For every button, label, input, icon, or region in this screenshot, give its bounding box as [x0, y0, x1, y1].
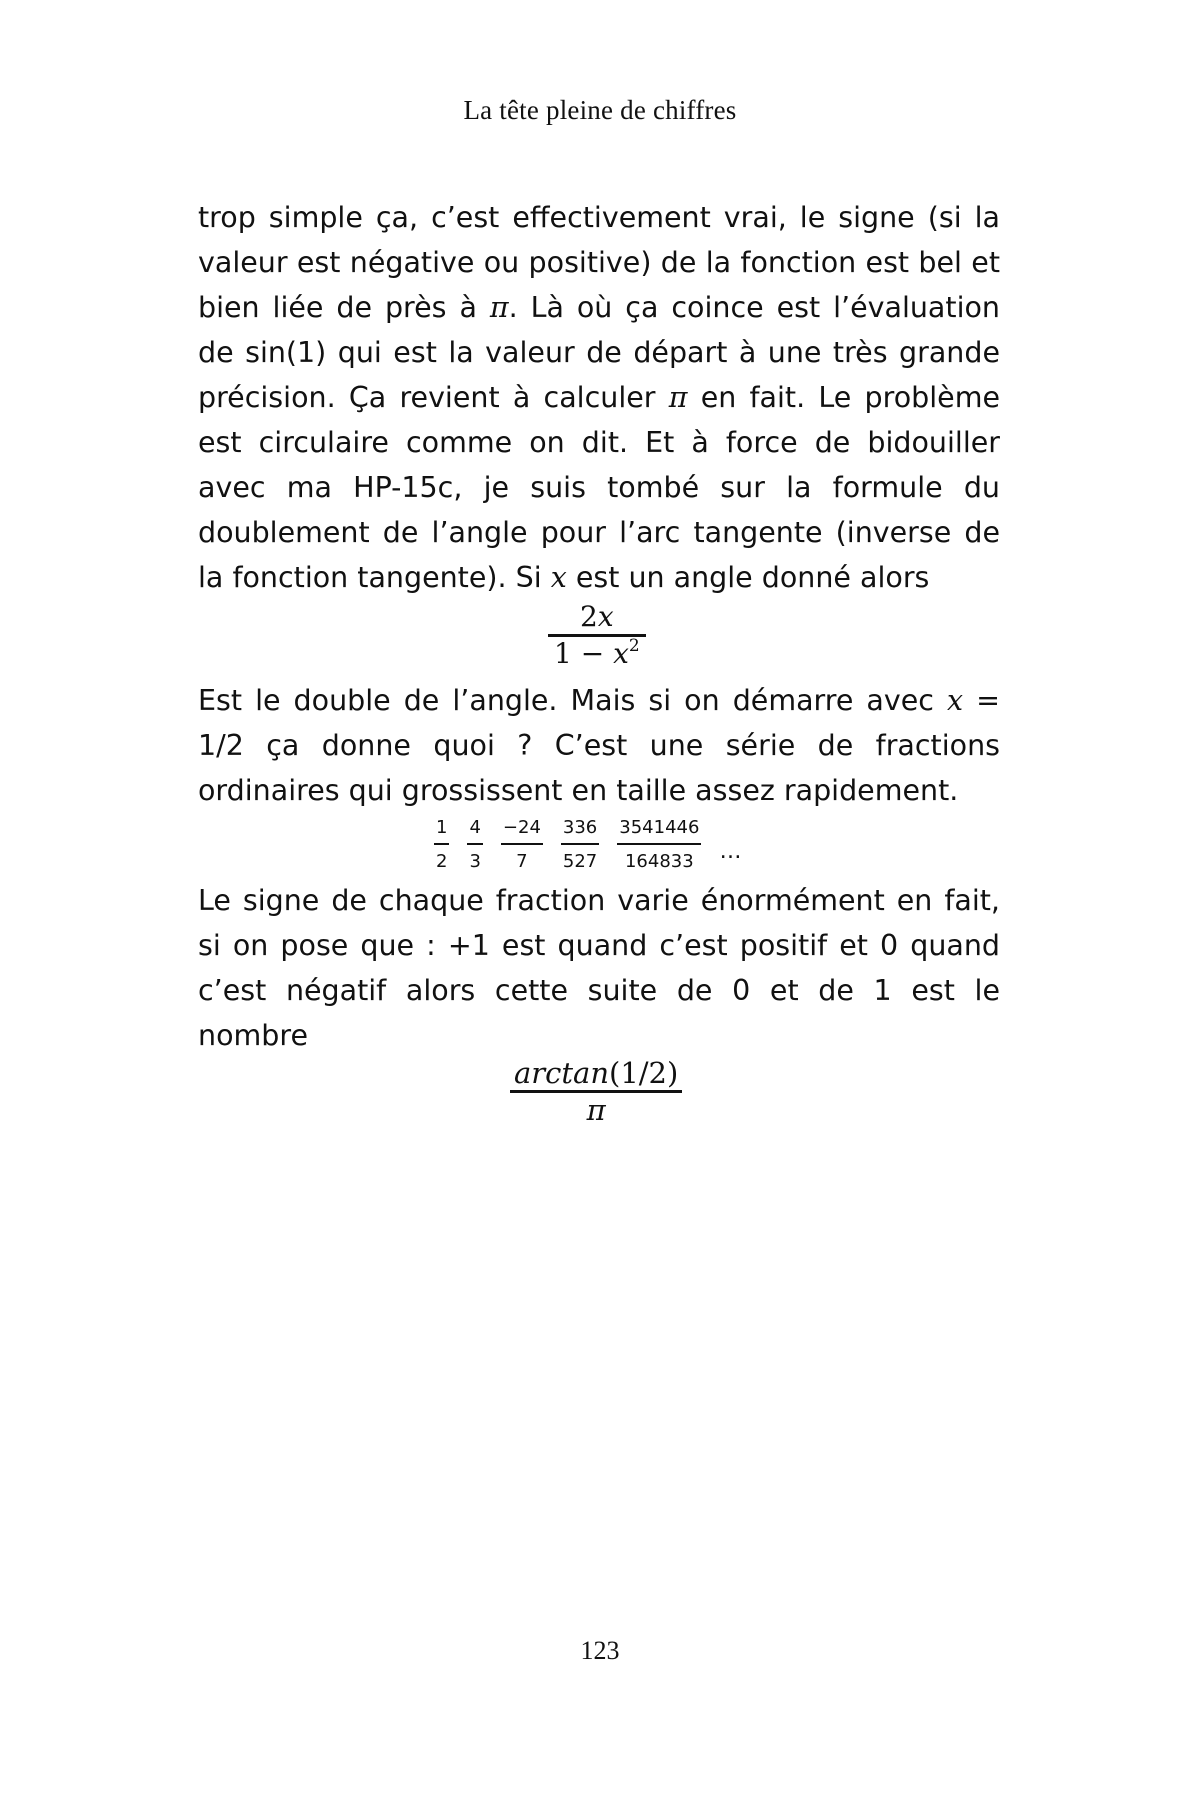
formula-denominator [548, 637, 646, 671]
series-denominator: 164833 [624, 851, 694, 872]
formula-double-angle [548, 600, 646, 671]
fraction-bar [467, 843, 482, 845]
paragraph-3 [198, 878, 1000, 1058]
pi-symbol: π [489, 291, 509, 324]
paragraph-1-text-b: . Là où ça coince est l’évaluation de sin(1) qui est la valeur de départ à une très grande précision. Ça revient à calculer [198, 291, 1000, 414]
denominator-lead: 1 − [554, 637, 614, 670]
final-denominator [583, 1093, 610, 1127]
paragraph-1-text-c: en fait. Le problème est circulaire comme on dit. Et à force de bidouiller avec ma HP-15c, je suis tombé sur la formule du doublement de l’angle pour l’arc tangente (inverse de la fonction tangente). Si [198, 381, 1000, 594]
pi-symbol: π [586, 1093, 606, 1127]
series-fraction [501, 817, 543, 873]
series-denominator: 2 [436, 851, 448, 872]
paragraph-1 [198, 195, 1000, 600]
paragraph-2 [198, 678, 1000, 813]
fraction-bar [561, 843, 599, 845]
variable-x: x [550, 561, 567, 594]
series-denominator: 527 [562, 851, 598, 872]
series-numerator: 4 [469, 817, 481, 838]
paragraph-2-text-b: = 1/2 ça donne quoi ? C’est une série de fractions ordinaires qui grossissent en taille assez rapidement. [198, 684, 1000, 807]
paragraph-1-text-a: trop simple ça, c’est effectivement vrai, le signe (si la valeur est négative ou positive) de la fonction est bel et bien liée de près à [198, 201, 1000, 324]
series-fraction [467, 817, 482, 873]
series-numerator: −24 [502, 817, 541, 838]
numerator-coefficient: 2 [580, 600, 598, 633]
numerator-variable: x [597, 600, 614, 633]
paragraph-2-text-a: Est le double de l’angle. Mais si on démarre avec [198, 684, 947, 717]
final-numerator [510, 1056, 682, 1090]
paragraph-1-text-d: est un angle donné alors [566, 561, 930, 594]
fraction-series [434, 817, 741, 873]
series-ellipsis: … [719, 839, 742, 864]
series-numerator: 336 [562, 817, 598, 838]
arctan-argument: (1/2) [609, 1056, 679, 1090]
fraction-bar [501, 843, 543, 845]
series-fraction [434, 817, 449, 873]
paragraph-3-text: Le signe de chaque fraction varie énormément en fait, si on pose que : +1 est quand c’est positif et 0 quand c’est négatif alors cette suite de 0 et de 1 est le nombre [198, 884, 1000, 1052]
denominator-exponent: 2 [628, 636, 640, 656]
fraction-bar [434, 843, 449, 845]
series-numerator: 1 [436, 817, 448, 838]
formula-numerator [574, 600, 620, 634]
fraction-bar [617, 843, 701, 845]
series-numerator: 3541446 [619, 817, 700, 838]
series-fraction [617, 817, 701, 873]
pi-symbol: π [668, 381, 688, 414]
running-head: La tête pleine de chiffres [463, 95, 737, 125]
series-denominator: 3 [469, 851, 481, 872]
arctan-function: arctan [514, 1056, 610, 1090]
denominator-variable: x [613, 637, 629, 670]
series-denominator: 7 [516, 851, 528, 872]
page-number: 123 [580, 1636, 620, 1665]
series-fraction [561, 817, 599, 873]
variable-x: x [947, 684, 964, 717]
formula-arctan-over-pi [510, 1056, 682, 1127]
